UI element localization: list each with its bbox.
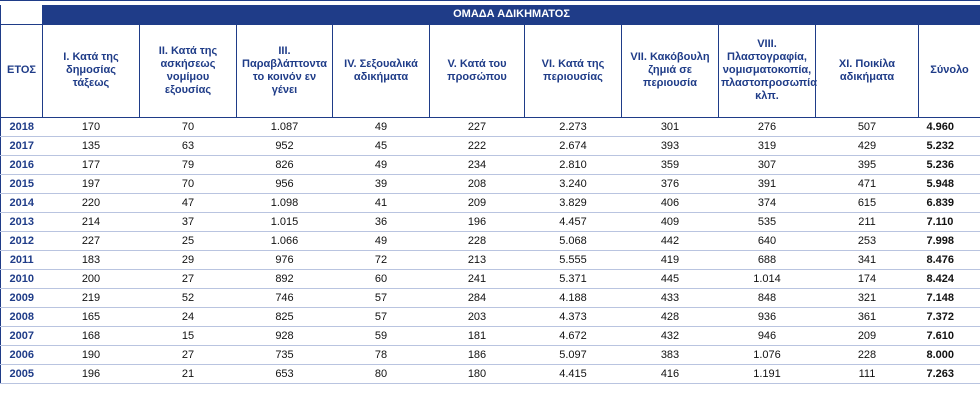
column-header-line: περιουσίας — [543, 70, 603, 83]
value-cell: 826 — [237, 155, 333, 174]
column-header — [43, 24, 140, 117]
value-cell: 228 — [816, 345, 919, 364]
value-cell: 2.674 — [525, 136, 622, 155]
value-cell: 2.273 — [525, 117, 622, 136]
value-cell: 57 — [333, 288, 430, 307]
value-cell: 1.087 — [237, 117, 333, 136]
value-cell: 419 — [622, 250, 719, 269]
value-cell: 428 — [622, 307, 719, 326]
column-header-line: τάξεως — [72, 77, 110, 89]
value-cell: 276 — [719, 117, 816, 136]
value-cell: 57 — [333, 307, 430, 326]
table-row — [1, 117, 980, 136]
value-cell: 49 — [333, 117, 430, 136]
column-header — [719, 24, 816, 117]
value-cell: 227 — [43, 231, 140, 250]
table-row — [1, 307, 980, 326]
value-cell: 27 — [140, 269, 237, 288]
value-cell: 4.672 — [525, 326, 622, 345]
column-header-line: V. Κατά του — [447, 57, 507, 70]
table-row — [1, 136, 980, 155]
value-cell: 253 — [816, 231, 919, 250]
value-cell: 848 — [719, 288, 816, 307]
value-cell: 1.191 — [719, 364, 816, 383]
value-cell: 39 — [333, 174, 430, 193]
table-row — [1, 345, 980, 364]
year-header: ΕΤΟΣ — [1, 24, 43, 117]
value-cell: 197 — [43, 174, 140, 193]
column-header — [333, 24, 430, 117]
table-body — [1, 117, 980, 383]
column-header — [525, 24, 622, 117]
value-cell: 70 — [140, 117, 237, 136]
table-row — [1, 288, 980, 307]
value-cell: 409 — [622, 212, 719, 231]
value-cell: 928 — [237, 326, 333, 345]
value-cell: 653 — [237, 364, 333, 383]
value-cell: 49 — [333, 231, 430, 250]
year-cell: 2010 — [1, 269, 43, 288]
total-cell: 7.998 — [919, 231, 980, 250]
value-cell: 227 — [430, 117, 525, 136]
column-header-line: νομισματοκοπία, — [722, 64, 812, 76]
value-cell: 4.457 — [525, 212, 622, 231]
table-row — [1, 212, 980, 231]
column-header-line: III. — [278, 44, 291, 57]
value-cell: 72 — [333, 250, 430, 269]
column-header-line: αδικήματα — [353, 70, 409, 83]
total-cell: 5.948 — [919, 174, 980, 193]
value-cell: 214 — [43, 212, 140, 231]
value-cell: 429 — [816, 136, 919, 155]
value-cell: 21 — [140, 364, 237, 383]
value-cell: 442 — [622, 231, 719, 250]
column-header-line: Σύνολο — [930, 64, 969, 76]
column-header-line: προσώπου — [447, 70, 507, 83]
value-cell: 209 — [430, 193, 525, 212]
value-cell: 59 — [333, 326, 430, 345]
value-cell: 27 — [140, 345, 237, 364]
value-cell: 433 — [622, 288, 719, 307]
column-header-row — [1, 24, 980, 117]
value-cell: 111 — [816, 364, 919, 383]
value-cell: 234 — [430, 155, 525, 174]
value-cell: 307 — [719, 155, 816, 174]
total-cell: 5.232 — [919, 136, 980, 155]
value-cell: 196 — [43, 364, 140, 383]
value-cell: 190 — [43, 345, 140, 364]
value-cell: 416 — [622, 364, 719, 383]
value-cell: 952 — [237, 136, 333, 155]
value-cell: 170 — [43, 117, 140, 136]
value-cell: 393 — [622, 136, 719, 155]
value-cell: 25 — [140, 231, 237, 250]
column-header-line: Παραβλάπτοντα — [242, 57, 327, 70]
value-cell: 177 — [43, 155, 140, 174]
value-cell: 406 — [622, 193, 719, 212]
column-header-line: αδικήματα — [839, 70, 895, 83]
value-cell: 222 — [430, 136, 525, 155]
column-header-line: XI. Ποικίλα — [838, 57, 896, 70]
table-row — [1, 269, 980, 288]
value-cell: 211 — [816, 212, 919, 231]
column-header-line: περιουσία — [643, 77, 697, 89]
column-header-line: ασκήσεως — [160, 57, 216, 70]
table-row — [1, 193, 980, 212]
value-cell: 5.097 — [525, 345, 622, 364]
value-cell: 2.810 — [525, 155, 622, 174]
value-cell: 471 — [816, 174, 919, 193]
column-header-line: IV. Σεξουαλικά — [344, 57, 418, 70]
crime-statistics-table — [0, 5, 980, 384]
column-header — [816, 24, 919, 117]
value-cell: 284 — [430, 288, 525, 307]
value-cell: 165 — [43, 307, 140, 326]
column-header-line: VI. Κατά της — [541, 57, 605, 70]
value-cell: 1.098 — [237, 193, 333, 212]
value-cell: 52 — [140, 288, 237, 307]
column-header-line: εξουσίας — [164, 83, 212, 96]
column-header — [919, 24, 980, 117]
value-cell: 219 — [43, 288, 140, 307]
value-cell: 168 — [43, 326, 140, 345]
column-header — [430, 24, 525, 117]
value-cell: 36 — [333, 212, 430, 231]
value-cell: 49 — [333, 155, 430, 174]
total-cell: 8.476 — [919, 250, 980, 269]
year-cell: 2016 — [1, 155, 43, 174]
column-header-line: πλαστοπροσωπία — [721, 77, 817, 89]
total-cell: 7.110 — [919, 212, 980, 231]
column-header-line: γένει — [271, 83, 298, 96]
value-cell: 640 — [719, 231, 816, 250]
table-row — [1, 250, 980, 269]
table-row — [1, 174, 980, 193]
value-cell: 3.240 — [525, 174, 622, 193]
total-cell: 5.236 — [919, 155, 980, 174]
year-cell: 2011 — [1, 250, 43, 269]
column-header-line: ζημιά σε — [648, 64, 692, 76]
value-cell: 615 — [816, 193, 919, 212]
year-cell: 2009 — [1, 288, 43, 307]
year-cell: 2017 — [1, 136, 43, 155]
value-cell: 391 — [719, 174, 816, 193]
value-cell: 4.373 — [525, 307, 622, 326]
value-cell: 47 — [140, 193, 237, 212]
column-header-line: νομίμου — [166, 70, 210, 83]
value-cell: 228 — [430, 231, 525, 250]
total-cell: 8.000 — [919, 345, 980, 364]
value-cell: 241 — [430, 269, 525, 288]
value-cell: 220 — [43, 193, 140, 212]
value-cell: 688 — [719, 250, 816, 269]
value-cell: 45 — [333, 136, 430, 155]
value-cell: 3.829 — [525, 193, 622, 212]
year-cell: 2008 — [1, 307, 43, 326]
value-cell: 4.188 — [525, 288, 622, 307]
total-cell: 6.839 — [919, 193, 980, 212]
value-cell: 341 — [816, 250, 919, 269]
value-cell: 301 — [622, 117, 719, 136]
value-cell: 70 — [140, 174, 237, 193]
value-cell: 174 — [816, 269, 919, 288]
column-header-line: το κοινόν εν — [252, 70, 317, 83]
total-cell: 7.372 — [919, 307, 980, 326]
value-cell: 383 — [622, 345, 719, 364]
value-cell: 535 — [719, 212, 816, 231]
value-cell: 24 — [140, 307, 237, 326]
year-header-spacer — [1, 5, 43, 24]
column-header-line: Πλαστογραφία, — [727, 51, 807, 63]
total-cell: 7.148 — [919, 288, 980, 307]
value-cell: 180 — [430, 364, 525, 383]
total-cell: 7.610 — [919, 326, 980, 345]
value-cell: 63 — [140, 136, 237, 155]
column-header-line: κλπ. — [755, 90, 779, 102]
value-cell: 432 — [622, 326, 719, 345]
year-cell: 2012 — [1, 231, 43, 250]
value-cell: 361 — [816, 307, 919, 326]
year-cell: 2007 — [1, 326, 43, 345]
value-cell: 80 — [333, 364, 430, 383]
value-cell: 78 — [333, 345, 430, 364]
column-header-line: VII. Κακόβουλη — [630, 51, 710, 63]
value-cell: 976 — [237, 250, 333, 269]
value-cell: 186 — [430, 345, 525, 364]
group-header: ΟΜΑΔΑ ΑΔΙΚΗΜΑΤΟΣ — [43, 5, 980, 24]
value-cell: 374 — [719, 193, 816, 212]
value-cell: 735 — [237, 345, 333, 364]
year-cell: 2015 — [1, 174, 43, 193]
value-cell: 1.076 — [719, 345, 816, 364]
total-cell: 8.424 — [919, 269, 980, 288]
table-row — [1, 326, 980, 345]
value-cell: 181 — [430, 326, 525, 345]
year-cell: 2005 — [1, 364, 43, 383]
year-cell: 2018 — [1, 117, 43, 136]
total-cell: 4.960 — [919, 117, 980, 136]
value-cell: 445 — [622, 269, 719, 288]
value-cell: 746 — [237, 288, 333, 307]
year-cell: 2013 — [1, 212, 43, 231]
column-header — [622, 24, 719, 117]
value-cell: 507 — [816, 117, 919, 136]
value-cell: 135 — [43, 136, 140, 155]
table-row — [1, 364, 980, 383]
value-cell: 1.015 — [237, 212, 333, 231]
column-header-line: VIII. — [757, 38, 777, 50]
value-cell: 29 — [140, 250, 237, 269]
year-cell: 2014 — [1, 193, 43, 212]
value-cell: 183 — [43, 250, 140, 269]
column-header-line: II. Κατά της — [158, 44, 218, 57]
column-header-line: I. Κατά της — [63, 51, 119, 63]
total-cell: 7.263 — [919, 364, 980, 383]
value-cell: 936 — [719, 307, 816, 326]
value-cell: 5.068 — [525, 231, 622, 250]
value-cell: 395 — [816, 155, 919, 174]
value-cell: 359 — [622, 155, 719, 174]
value-cell: 203 — [430, 307, 525, 326]
value-cell: 200 — [43, 269, 140, 288]
value-cell: 41 — [333, 193, 430, 212]
value-cell: 79 — [140, 155, 237, 174]
value-cell: 376 — [622, 174, 719, 193]
value-cell: 60 — [333, 269, 430, 288]
value-cell: 4.415 — [525, 364, 622, 383]
value-cell: 956 — [237, 174, 333, 193]
value-cell: 1.014 — [719, 269, 816, 288]
value-cell: 825 — [237, 307, 333, 326]
value-cell: 5.555 — [525, 250, 622, 269]
value-cell: 319 — [719, 136, 816, 155]
value-cell: 15 — [140, 326, 237, 345]
value-cell: 946 — [719, 326, 816, 345]
column-header — [237, 24, 333, 117]
value-cell: 213 — [430, 250, 525, 269]
value-cell: 196 — [430, 212, 525, 231]
value-cell: 1.066 — [237, 231, 333, 250]
table-row — [1, 155, 980, 174]
value-cell: 321 — [816, 288, 919, 307]
value-cell: 209 — [816, 326, 919, 345]
value-cell: 37 — [140, 212, 237, 231]
year-cell: 2006 — [1, 345, 43, 364]
value-cell: 892 — [237, 269, 333, 288]
value-cell: 5.371 — [525, 269, 622, 288]
column-header-line: δημοσίας — [66, 64, 116, 76]
value-cell: 208 — [430, 174, 525, 193]
column-header — [140, 24, 237, 117]
table-row — [1, 231, 980, 250]
